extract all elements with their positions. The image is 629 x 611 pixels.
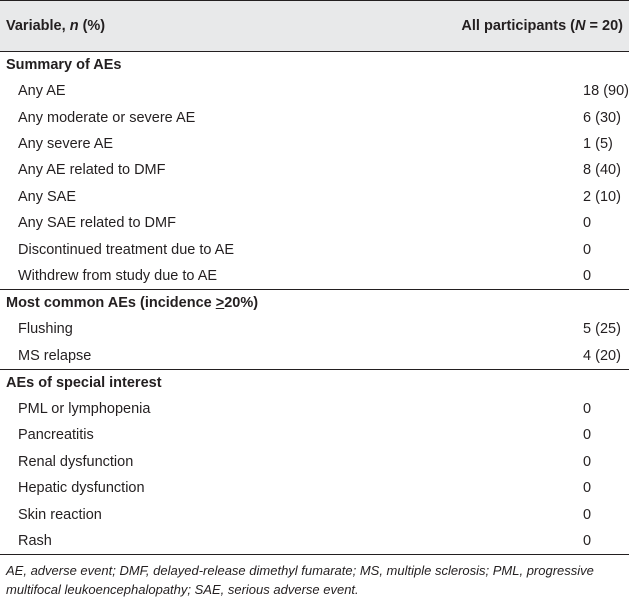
row-label: Any AE: [18, 83, 66, 100]
header-row: [0, 1, 629, 52]
row-value: 0: [583, 533, 592, 550]
row-label: Renal dysfunction: [18, 453, 134, 470]
row-label: Rash: [18, 533, 52, 550]
variable-header-suffix: (%): [78, 18, 106, 34]
variable-column-header: [0, 1, 234, 52]
table-row: [0, 343, 629, 370]
row-value: 0: [583, 401, 592, 418]
row-value: 6 (30): [583, 109, 621, 126]
section-title-prefix: Most common AEs (incidence: [6, 295, 216, 312]
row-label: Hepatic dysfunction: [18, 480, 145, 497]
table-row: [0, 263, 629, 290]
row-label: Pancreatitis: [18, 427, 94, 444]
row-value: 0: [583, 215, 592, 232]
row-value: 2 (10): [583, 188, 621, 205]
all-participants-column-header: [234, 1, 629, 52]
section-header-special-interest: [0, 369, 629, 396]
row-label: Discontinued treatment due to AE: [18, 241, 235, 258]
variable-header-prefix: Variable,: [6, 18, 70, 34]
table-row: [0, 184, 629, 210]
section-title: AEs of special interest: [6, 374, 162, 391]
table-footer: [0, 555, 629, 604]
table-row: [0, 501, 629, 527]
row-value: 0: [583, 480, 592, 497]
all-header-n: N: [575, 18, 586, 34]
table-row: [0, 78, 629, 104]
row-value: 5 (25): [583, 321, 621, 338]
row-value: 0: [583, 506, 592, 523]
section-title-suffix: 20%): [224, 295, 259, 312]
row-label: Skin reaction: [18, 506, 102, 523]
row-label: PML or lymphopenia: [18, 401, 151, 418]
row-label: Withdrew from study due to AE: [18, 267, 218, 284]
table-row: [0, 157, 629, 183]
row-label: Any AE related to DMF: [18, 162, 166, 179]
footnote-row: [0, 555, 629, 604]
table-row: [0, 316, 629, 342]
row-label: Any severe AE: [18, 135, 114, 152]
row-label: Any moderate or severe AE: [18, 109, 196, 126]
variable-header-n: n: [69, 18, 79, 34]
all-header-suffix: = 20): [585, 18, 623, 34]
table-row: [0, 449, 629, 475]
table-row: [0, 236, 629, 262]
row-value: 0: [583, 241, 592, 258]
section-title: [0, 290, 629, 317]
row-value: 0: [583, 267, 592, 284]
all-header-prefix: All participants (: [461, 18, 576, 34]
table-row: [0, 210, 629, 236]
table-row: [0, 104, 629, 130]
section-header-most-common: [0, 290, 629, 317]
table-row: [0, 475, 629, 501]
table-body: [0, 52, 629, 555]
section-title-underlined: >: [215, 295, 225, 312]
row-value: 0: [583, 453, 592, 470]
row-value: 1 (5): [583, 135, 613, 152]
table-footnote: AE, adverse event; DMF, delayed-release dimethyl fumarate; MS, multiple sclerosis; PML, progressive multifocal leukoencephalopathy; SAE, serious adverse event.: [6, 563, 594, 598]
row-value: 4 (20): [583, 347, 621, 364]
row-label: Any SAE related to DMF: [18, 215, 176, 232]
table-row: [0, 131, 629, 157]
row-value: 8 (40): [583, 162, 621, 179]
row-value: 0: [583, 427, 592, 444]
table-row: [0, 528, 629, 555]
section-title: Summary of AEs: [6, 57, 122, 73]
row-label: Any SAE: [18, 188, 77, 205]
table-row: [0, 396, 629, 422]
table-row: [0, 422, 629, 448]
row-value: 18 (90): [583, 83, 629, 100]
table-header: [0, 1, 629, 52]
section-header-summary: [0, 52, 629, 79]
row-label: Flushing: [18, 321, 73, 338]
row-label: MS relapse: [18, 347, 92, 364]
